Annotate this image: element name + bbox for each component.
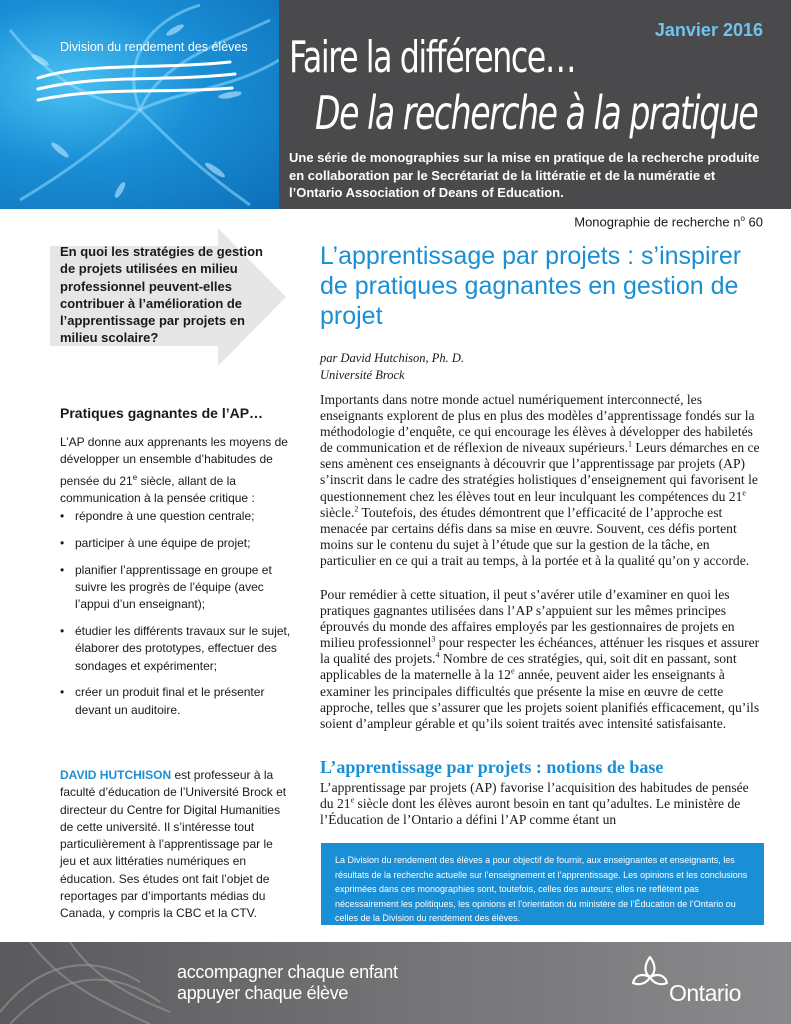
- trillium-icon: [632, 953, 668, 997]
- list-item: • créer un produit final et le présenter devant un auditoire.: [60, 685, 265, 717]
- list-item: • étudier les différents travaux sur le sujet, élaborer des prototypes, effectuer des sondages et expérimenter;: [60, 623, 291, 673]
- header-banner-image: [0, 0, 279, 209]
- byline: [320, 350, 464, 384]
- bullet-icon: •: [60, 535, 65, 550]
- body-paragraph-2: Pour remédier à cette situation, il peut s’avérer utile d’examiner en quoi les pratiques gagnantes utilisées dans l’AP s’appuient sur les mêmes principes éprouvés du monde des affaires employés par les gestionnaires de projets en milieu professionnel$^3$ pour respecter les échéances, atténuer les risques et assurer la qualité des projets.$^4$ Nombre de ces stratégies, qui, soit dit en passant, sont applicables de la maternelle à la 12e année, peuvent aider les enseignants à examiner les principales difficultés que présente la mise en œuvre de cette approche, telles que s’assurer que les projets soient planifiés efficacement, qu’ils soient d’ampleur gérable et qu’ils soient traités avec intensité satisfaisante.: [320, 587, 760, 731]
- footer-tagline: accompagner chaque enfant appuyer chaque élève: [177, 962, 398, 1003]
- body-paragraph-3: L’apprentissage par projets (AP) favorise l’acquisition des habitudes de pensée du 21e siècle dont les élèves auront besoin en tant qu’adultes. Le ministère de l’Éducation de l’Ontario a défini l’AP comme étant un: [320, 780, 749, 828]
- bullet-icon: •: [60, 623, 65, 638]
- splash-graphic: [0, 0, 279, 209]
- author-affiliation: Université Brock: [320, 368, 405, 382]
- list-item: • répondre à une question centrale;: [60, 508, 295, 525]
- sidebar-heading: Pratiques gagnantes de l’AP…: [60, 405, 264, 421]
- author-name: par David Hutchison, Ph. D.: [320, 351, 465, 365]
- body-paragraph-1: Importants dans notre monde actuel numériquement interconnecté, les enseignants explorent de plus en plus des modèles d’apprentissage fondés sur la méthodologie d’enquête, ce qui encourage les élèves à développer des habiletés de communication et de réflexion de niveaux supérieurs.$^1$ Leurs démarches en ce sens amènent ces enseignants à découvrir que l’apprentissage par projets (AP) s’inscrit dans le cadre des stratégies holistiques d’enseignement qui favorisent le questionnement chez les élèves tout en leur inculquant les compétences du 21e siècle.$^2$ Toutefois, des études démontrent que l’efficacité de l’approche est menacée par certains défis dans sa mise en œuvre. Souvent, ces défis portent moins sur le contenu du sujet à l’étude que sur la gestion de la tâche, en particulier en ce qui a trait au temps, à la portée et à la qualité qu’on y accorde.: [320, 392, 760, 568]
- list-item: • planifier l’apprentissage en groupe et suivre les progrès de l’équipe (avec l’appui d’un enseignant);: [60, 562, 272, 612]
- division-label: Division du rendement des élèves: [60, 40, 248, 54]
- header-title-panel: [279, 0, 791, 209]
- practices-list: [60, 508, 295, 728]
- author-bio: DAVID HUTCHISON est professeur à la faculté d’éducation de l’Université Brock et directeur du Centre for Digital Humanities de cette université. Il s’intéresse tout particulièrement à l’apprentissage par le jeu et aux littératies numériques en éducation. Ses études ont fait l’objet de reportages par d’importants médias du Canada, y compris la CBC et la CTV.: [60, 768, 287, 921]
- monograph-number: Monographie de recherche $n^o$ 60: [574, 214, 763, 230]
- bullet-icon: •: [60, 509, 65, 523]
- article-title: L’apprentissage par projets : s’inspirer de pratiques gagnantes en gestion de projet: [320, 242, 742, 330]
- sidebar-intro: L’AP donne aux apprenants les moyens de développer un ensemble d’habitudes de pensée du 21e siècle, allant de la communication à la pensée critique :: [60, 435, 288, 505]
- series-title-line1: Faire la différence…: [289, 32, 576, 83]
- section-heading: L’apprentissage par projets : notions de base: [320, 757, 664, 777]
- series-title-line2: De la recherche à la pratique: [315, 86, 758, 140]
- bullet-icon: •: [60, 562, 65, 577]
- bullet-icon: •: [60, 685, 65, 700]
- issue-date: Janvier 2016: [654, 20, 763, 40]
- series-description: Une série de monographies sur la mise en pratique de la recherche produite en collaboration par le Secrétariat de la littératie et de la numératie et l’Ontario Association of Deans of Education.: [289, 150, 760, 200]
- sidebar-question: En quoi les stratégies de gestion de projets utilisées en milieu professionnel peuvent-elles contribuer à l’amélioration de l’apprentissage par projets en milieu scolaire?: [60, 244, 263, 346]
- ontario-logo-text: Ontario: [669, 980, 741, 1006]
- disclaimer-box: La Division du rendement des élèves a pour objectif de fournir, aux enseignantes et enseignants, les résultats de la recherche actuelle sur l’enseignement et l’apprentissage. Les opinions et les conclusions exprimées dans ces monographies sont, toutefois, celles des auteurs; elles ne reflètent pas nécessairement les politiques, les opinions et l’orientation du ministère de l’Éducation de l’Ontario ou celles de la Division du rendement des élèves.: [321, 843, 764, 925]
- list-item: • participer à une équipe de projet;: [60, 535, 295, 552]
- author-bio-name: DAVID HUTCHISON: [60, 768, 172, 782]
